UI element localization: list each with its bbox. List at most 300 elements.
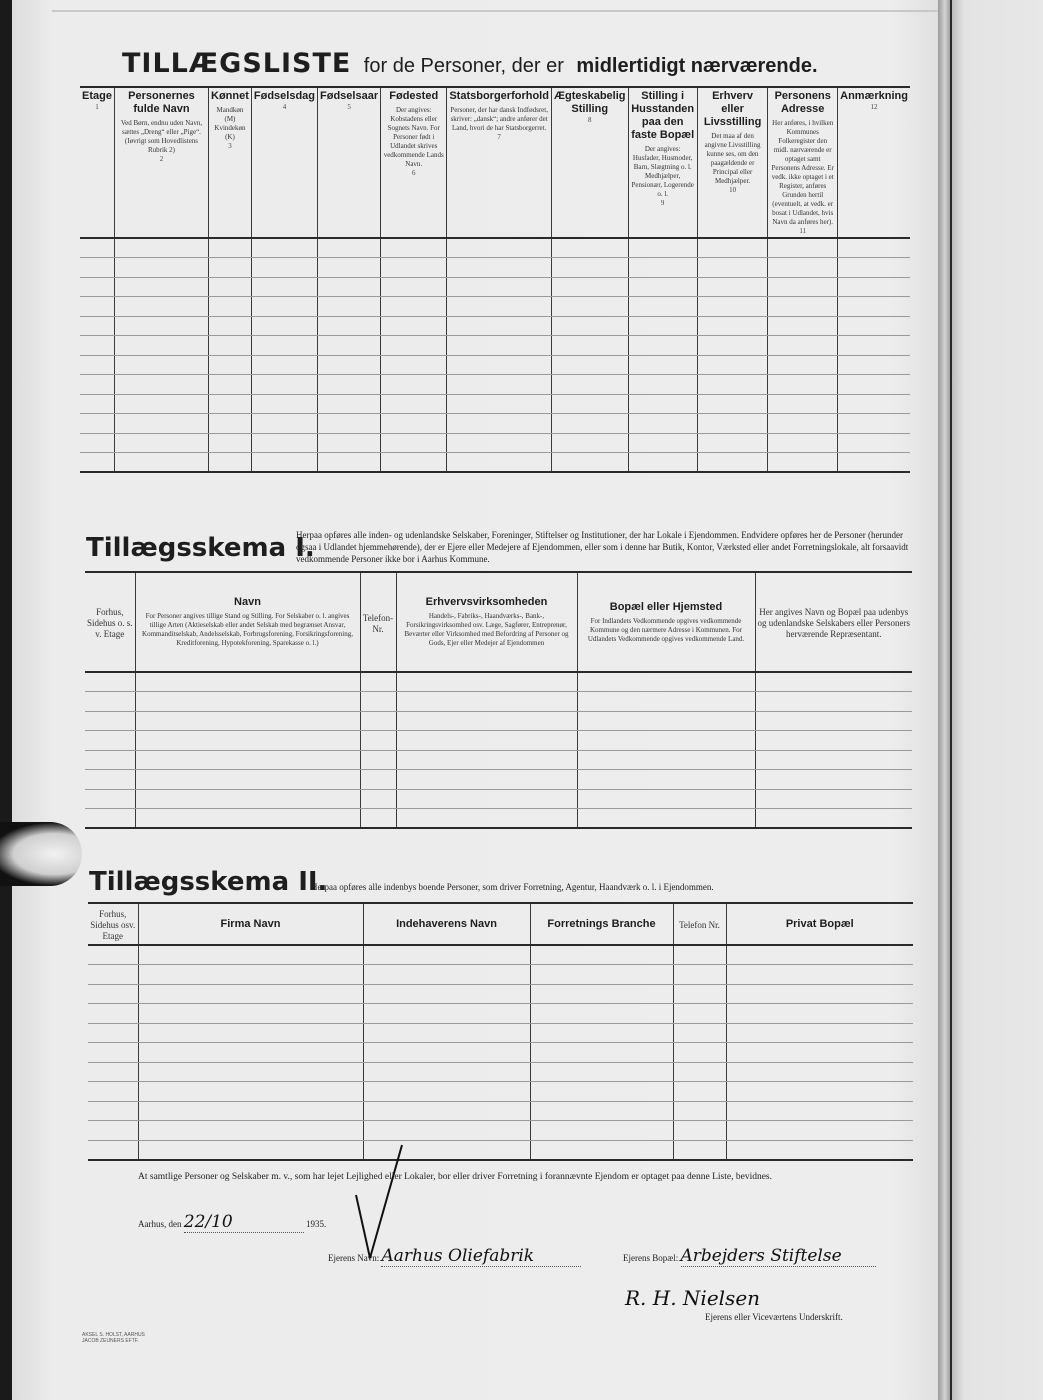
table-cell[interactable] [755,770,912,790]
skema1-table [85,571,912,829]
column-number: 4 [282,103,287,111]
table-cell[interactable] [88,1101,138,1121]
table-cell[interactable] [447,277,552,297]
table-cell[interactable] [88,984,138,1004]
table-cell[interactable] [530,965,673,985]
table-cell[interactable] [209,277,252,297]
table-cell[interactable] [363,1082,530,1102]
table-cell[interactable] [726,1140,913,1160]
table-cell[interactable] [209,414,252,434]
table-cell[interactable] [251,414,317,434]
table-row [85,731,912,751]
table1-col-header-4 [251,87,317,238]
table-cell[interactable] [209,394,252,414]
table-cell[interactable] [447,297,552,317]
table-cell[interactable] [135,770,360,790]
table-cell[interactable] [551,433,628,453]
skema2-col-header-2 [138,903,363,945]
column-title: Personernes fulde Navn [128,90,195,115]
table-cell[interactable] [838,433,910,453]
table-cell[interactable] [363,1023,530,1043]
signature-handwritten: R. H. Nielsen [625,1286,761,1310]
table-cell[interactable] [209,316,252,336]
table-cell[interactable] [768,414,838,434]
table-cell[interactable] [838,297,910,317]
table-cell[interactable] [381,453,447,473]
date-line [138,1212,326,1233]
table-cell[interactable] [447,414,552,434]
table-cell[interactable] [360,750,396,770]
table-cell[interactable] [697,453,767,473]
table-cell[interactable] [209,297,252,317]
table-cell[interactable] [251,258,317,278]
table-cell[interactable] [363,1004,530,1024]
table-cell[interactable] [755,692,912,712]
table-cell[interactable] [628,316,697,336]
table-cell[interactable] [318,238,381,258]
table-cell[interactable] [551,316,628,336]
column-number: 5 [347,103,351,111]
table-cell[interactable] [768,433,838,453]
table-cell[interactable] [85,809,135,829]
thumb-holding-page [0,822,82,886]
table-cell[interactable] [697,375,767,395]
table-cell[interactable] [628,277,697,297]
table-cell[interactable] [447,355,552,375]
table1-col-header-11 [768,87,838,238]
table-cell[interactable] [530,1062,673,1082]
table-cell[interactable] [551,375,628,395]
table-cell[interactable] [673,965,726,985]
table-cell[interactable] [447,316,552,336]
table-cell[interactable] [209,336,252,356]
table-cell[interactable] [628,375,697,395]
table-cell[interactable] [768,258,838,278]
table-cell[interactable] [80,355,114,375]
table-cell[interactable] [381,336,447,356]
table-cell[interactable] [838,355,910,375]
table-cell[interactable] [628,336,697,356]
table-cell[interactable] [114,258,208,278]
skema2-col-header-6 [726,903,913,945]
table-cell[interactable] [726,1121,913,1141]
table-row [88,945,913,965]
table-cell[interactable] [251,433,317,453]
table-cell[interactable] [88,965,138,985]
table-cell[interactable] [755,809,912,829]
table-cell[interactable] [135,731,360,751]
table-cell[interactable] [447,375,552,395]
table-cell[interactable] [318,316,381,336]
table-row [85,711,912,731]
table-cell[interactable] [80,316,114,336]
table-cell[interactable] [381,375,447,395]
table-cell[interactable] [530,1121,673,1141]
table-cell[interactable] [251,375,317,395]
table-cell[interactable] [396,809,577,829]
table-cell[interactable] [697,258,767,278]
table-cell[interactable] [726,1023,913,1043]
table-cell[interactable] [673,1082,726,1102]
table-cell[interactable] [726,945,913,965]
table-cell[interactable] [551,414,628,434]
table-cell[interactable] [577,809,755,829]
table-cell[interactable] [447,238,552,258]
table-cell[interactable] [360,809,396,829]
table-cell[interactable] [114,238,208,258]
table-cell[interactable] [838,277,910,297]
table-cell[interactable] [726,1043,913,1063]
table-cell[interactable] [209,433,252,453]
table-row [88,1082,913,1102]
table-cell[interactable] [726,1101,913,1121]
table-cell[interactable] [138,1082,363,1102]
table-cell[interactable] [381,238,447,258]
table-cell[interactable] [209,238,252,258]
table-cell[interactable] [673,1023,726,1043]
table-cell[interactable] [838,375,910,395]
table-cell[interactable] [85,789,135,809]
table-row [88,1004,913,1024]
table-cell[interactable] [768,394,838,414]
table-cell[interactable] [114,414,208,434]
table-cell[interactable] [673,984,726,1004]
table-cell[interactable] [551,238,628,258]
table-cell[interactable] [381,433,447,453]
table-cell[interactable] [135,789,360,809]
table-cell[interactable] [577,750,755,770]
table-cell[interactable] [80,414,114,434]
table-cell[interactable] [251,336,317,356]
table-cell[interactable] [85,750,135,770]
table-cell[interactable] [114,277,208,297]
column-instructions: For Personer angives tillige Stand og Stilling. For Selskaber o. l. angives tillige Arten (Aktieselskab eller andet Selskab med begrænset Ansvar, Kommanditselskab, Andelsselskab, Forbrugsforening, Forsikringsforening, Kreditforening, Hypotekforening, Sparekasse o. l.) [142,612,353,647]
table-cell[interactable] [530,1043,673,1063]
table-cell[interactable] [673,1101,726,1121]
table-cell[interactable] [209,258,252,278]
column-instructions: Det maa af den angivne Livsstilling kunne ses, om den paagældende er Principal eller Medhjælper. [704,132,761,185]
column-title: Fødselsaar [320,90,379,102]
table-cell[interactable] [551,297,628,317]
table-cell[interactable] [396,750,577,770]
table-cell[interactable] [628,297,697,317]
table-cell[interactable] [138,965,363,985]
column-title: Fødselsdag [253,90,316,102]
table-cell[interactable] [138,1043,363,1063]
table-cell[interactable] [697,433,767,453]
table-cell[interactable] [360,770,396,790]
table-cell[interactable] [360,731,396,751]
table-cell[interactable] [85,711,135,731]
table-cell[interactable] [360,672,396,692]
table-cell[interactable] [447,453,552,473]
table-row [80,433,910,453]
table-cell[interactable] [577,731,755,751]
table-cell[interactable] [726,965,913,985]
table-cell[interactable] [318,394,381,414]
table-cell[interactable] [628,238,697,258]
table-cell[interactable] [530,1023,673,1043]
table-cell[interactable] [138,1004,363,1024]
table-cell[interactable] [138,945,363,965]
table-cell[interactable] [363,945,530,965]
column-title: Ægteskabelig Stilling [553,90,626,115]
table-cell[interactable] [628,453,697,473]
table-cell[interactable] [838,336,910,356]
table-cell[interactable] [447,258,552,278]
table-cell[interactable] [755,711,912,731]
table-cell[interactable] [251,238,317,258]
table-cell[interactable] [551,277,628,297]
table-cell[interactable] [251,394,317,414]
table-cell[interactable] [396,731,577,751]
table-cell[interactable] [251,297,317,317]
skema1-col-header-2 [135,572,360,672]
table-cell[interactable] [114,453,208,473]
table-cell[interactable] [726,984,913,1004]
table-cell[interactable] [697,336,767,356]
table-cell[interactable] [381,277,447,297]
table-cell[interactable] [673,1062,726,1082]
table-row [85,789,912,809]
table-cell[interactable] [135,809,360,829]
table-cell[interactable] [135,750,360,770]
table-cell[interactable] [768,316,838,336]
column-instructions: Forhus, Sidehus osv. Etage [90,909,136,941]
table-cell[interactable] [85,672,135,692]
table-row [85,750,912,770]
table-cell[interactable] [318,277,381,297]
table-cell[interactable] [114,375,208,395]
table-cell[interactable] [577,789,755,809]
column-number: 11 [799,227,807,235]
table-cell[interactable] [768,375,838,395]
table-cell[interactable] [577,692,755,712]
table-cell[interactable] [396,789,577,809]
table-cell[interactable] [318,355,381,375]
table-cell[interactable] [447,336,552,356]
table-cell[interactable] [360,711,396,731]
table-cell[interactable] [251,355,317,375]
table-cell[interactable] [209,355,252,375]
table-cell[interactable] [363,984,530,1004]
table-cell[interactable] [135,692,360,712]
table-cell[interactable] [697,355,767,375]
table-cell[interactable] [396,770,577,790]
table-cell[interactable] [697,297,767,317]
table-cell[interactable] [209,453,252,473]
table-cell[interactable] [673,1004,726,1024]
table-cell[interactable] [396,711,577,731]
table-cell[interactable] [318,336,381,356]
table-cell[interactable] [138,1140,363,1160]
table-cell[interactable] [251,316,317,336]
table-cell[interactable] [551,453,628,473]
table-cell[interactable] [726,1082,913,1102]
table-cell[interactable] [138,1023,363,1043]
table-cell[interactable] [88,1062,138,1082]
table-cell[interactable] [551,258,628,278]
table1-col-header-10 [697,87,767,238]
table-cell[interactable] [318,258,381,278]
table-cell[interactable] [80,433,114,453]
table-cell[interactable] [673,1121,726,1141]
table-cell[interactable] [318,297,381,317]
table-cell[interactable] [251,277,317,297]
table-cell[interactable] [363,1062,530,1082]
table-row [80,238,910,258]
table-cell[interactable] [88,1140,138,1160]
table-cell[interactable] [114,394,208,414]
table-cell[interactable] [447,394,552,414]
table-cell[interactable] [673,945,726,965]
column-number: 12 [870,103,878,111]
table-cell[interactable] [114,297,208,317]
table-cell[interactable] [551,394,628,414]
table-cell[interactable] [768,277,838,297]
table-cell[interactable] [85,731,135,751]
table-cell[interactable] [838,394,910,414]
table-cell[interactable] [114,316,208,336]
table-cell[interactable] [381,394,447,414]
table-row [88,1140,913,1160]
table-cell[interactable] [838,258,910,278]
table-cell[interactable] [628,394,697,414]
table-cell[interactable] [628,414,697,434]
table-cell[interactable] [628,355,697,375]
table-cell[interactable] [726,1062,913,1082]
table-row [80,453,910,473]
table-cell[interactable] [768,336,838,356]
table-cell[interactable] [114,336,208,356]
table-cell[interactable] [381,355,447,375]
column-title: Forretnings Branche [547,917,656,930]
table-cell[interactable] [80,453,114,473]
table-cell[interactable] [838,238,910,258]
table-cell[interactable] [80,238,114,258]
table-cell[interactable] [363,965,530,985]
table-cell[interactable] [360,692,396,712]
column-instructions: Her angives Navn og Bopæl paa udenbys og udenlandske Selskabers eller Personers herværende Repræsentant. [757,607,910,639]
table-cell[interactable] [318,433,381,453]
table-cell[interactable] [396,672,577,692]
table-cell[interactable] [768,238,838,258]
table-cell[interactable] [768,355,838,375]
table-cell[interactable] [80,258,114,278]
column-number: 3 [228,142,232,150]
table-cell[interactable] [138,1121,363,1141]
table-cell[interactable] [381,297,447,317]
table-cell[interactable] [80,336,114,356]
table-cell[interactable] [80,375,114,395]
table-cell[interactable] [697,414,767,434]
table-cell[interactable] [138,984,363,1004]
table-cell[interactable] [88,1043,138,1063]
table-cell[interactable] [697,394,767,414]
table-cell[interactable] [88,1004,138,1024]
table-cell[interactable] [363,1101,530,1121]
table-cell[interactable] [838,453,910,473]
table-cell[interactable] [209,375,252,395]
table-cell[interactable] [530,1140,673,1160]
skema2-col-header-5 [673,903,726,945]
table-cell[interactable] [85,692,135,712]
table-cell[interactable] [251,453,317,473]
table-cell[interactable] [768,297,838,317]
table-cell[interactable] [530,1004,673,1024]
table-row [80,375,910,395]
table-cell[interactable] [363,1043,530,1063]
tillaegsliste-table [80,86,910,473]
table-cell[interactable] [768,453,838,473]
table-cell[interactable] [396,692,577,712]
table-cell[interactable] [673,1043,726,1063]
table-cell[interactable] [138,1062,363,1082]
table-cell[interactable] [114,433,208,453]
table-cell[interactable] [697,277,767,297]
table-cell[interactable] [80,297,114,317]
table-cell[interactable] [530,945,673,965]
table-cell[interactable] [135,711,360,731]
table-cell[interactable] [80,277,114,297]
table-cell[interactable] [755,789,912,809]
table-cell[interactable] [318,414,381,434]
table-cell[interactable] [88,1121,138,1141]
table-cell[interactable] [577,672,755,692]
table-cell[interactable] [447,433,552,453]
column-title: Kønnet [211,90,249,102]
table-cell[interactable] [755,672,912,692]
table-cell[interactable] [577,770,755,790]
table-cell[interactable] [628,433,697,453]
table-cell[interactable] [381,316,447,336]
skema2-table [88,902,913,1161]
owner-address-handwritten: Arbejders Stiftelse [680,1246,842,1266]
table-cell[interactable] [755,750,912,770]
table-cell[interactable] [838,414,910,434]
table-cell[interactable] [530,1082,673,1102]
table-cell[interactable] [138,1101,363,1121]
table-cell[interactable] [85,770,135,790]
table-cell[interactable] [381,414,447,434]
table-cell[interactable] [80,394,114,414]
table-cell[interactable] [530,984,673,1004]
column-instructions: Der angives: Husfader, Husmoder, Barn, Slægtning o. l. Medhjælper, Pensionær, Logerende o. l. [631,145,694,198]
table-cell[interactable] [697,316,767,336]
column-number: 6 [411,169,416,177]
table-cell[interactable] [530,1101,673,1121]
table-cell[interactable] [673,1140,726,1160]
table-cell[interactable] [114,355,208,375]
table-cell[interactable] [697,238,767,258]
table-cell[interactable] [135,672,360,692]
table-cell[interactable] [363,1121,530,1141]
table-cell[interactable] [577,711,755,731]
table-cell[interactable] [88,1023,138,1043]
table-cell[interactable] [628,258,697,278]
table-cell[interactable] [381,258,447,278]
table-cell[interactable] [318,453,381,473]
table-cell[interactable] [88,945,138,965]
table-cell[interactable] [551,336,628,356]
table-cell[interactable] [88,1082,138,1102]
table-cell[interactable] [726,1004,913,1024]
table-cell[interactable] [551,355,628,375]
table-cell[interactable] [360,789,396,809]
table-cell[interactable] [838,316,910,336]
table-cell[interactable] [755,731,912,751]
table-cell[interactable] [318,375,381,395]
